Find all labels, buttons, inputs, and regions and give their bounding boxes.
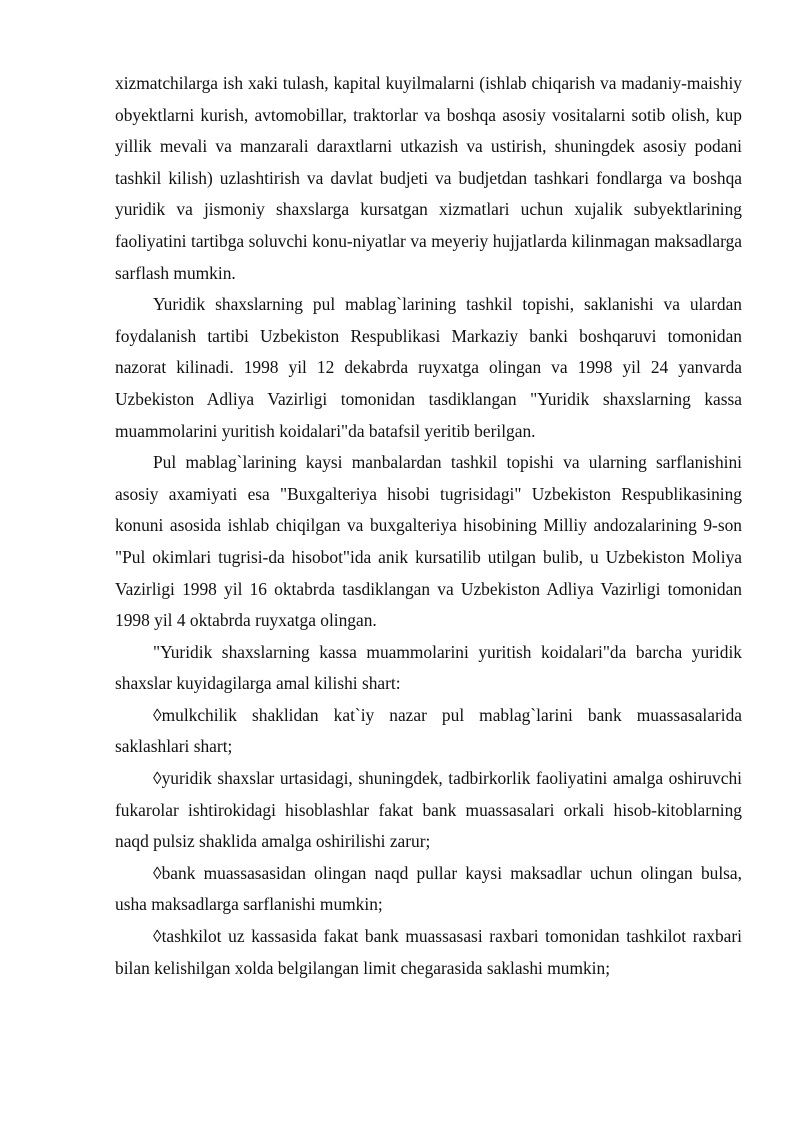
bullet-item [115, 700, 742, 763]
paragraph-rules-intro: "Yuridik shaxslarning kassa muammolarini yuritish koidalari"da barcha yuridik shaxslar kuyidagilarga amal kilishi shart: [115, 641, 742, 694]
bullet-text: tashkilot uz kassasida fakat bank muassasasi raxbari tomonidan tashkilot raxbari bilan kelishilgan xolda belgilangan limit chegarasida saklashi mumkin; [115, 926, 742, 978]
diamond-bullet-icon: ◊ [153, 768, 162, 789]
diamond-bullet-icon: ◊ [153, 862, 162, 883]
document-page [115, 68, 742, 984]
diamond-bullet-icon: ◊ [153, 926, 162, 947]
bullet-text: mulkchilik shaklidan kat`iy nazar pul mablag`larini bank muassasalarida saklashlari shart; [115, 704, 742, 757]
paragraph-accounting-law: Pul mablag`larining kaysi manbalardan tashkil topishi va ularning sarflanishini asosiy axamiyati esa "Buxgalteriya hisobi tugrisidagi" Uzbekiston Respublikasining konuni asosida ishlab chiqilgan va buxgalteriya hisobining Milliy andozalarining 9-son "Pul okimlari tugrisi-da hisobot"ida anik kursatilib utilgan bulib, u Uzbekiston Moliya Vazirligi 1998 yil 16 oktabrda tasdiklangan va Uzbekiston Adliya Vazirligi tomonidan 1998 yil 4 oktabrda ruyxatga olingan. [115, 452, 742, 631]
paragraph-funds-control: Yuridik shaxslarning pul mablag`larining tashkil topishi, saklanishi va ulardan foydalanish tartibi Uzbekiston Respublikasi Markaziy banki boshqaruvi tomonidan nazorat kilinadi. 1998 yil 12 dekabrda ruyxatga olingan va 1998 yil 24 yanvarda Uzbekiston Adliya Vazirligi tomonidan tasdiklangan "Yuridik shaxslarning kassa muammolarini yuritish koidalari"da batafsil yeritib berilgan. [115, 294, 742, 441]
bullet-item [115, 858, 742, 921]
bullet-text: yuridik shaxslar urtasidagi, shuningdek, tadbirkorlik faoliyatini amalga oshiruvchi fukarolar ishtirokidagi hisoblashlar fakat bank muassasalari orkali hisob-kitoblarning naqd pulsiz shaklida amalga oshirilishi zarur; [115, 768, 742, 852]
bullet-text: bank muassasasidan olingan naqd pullar kaysi maksadlar uchun olingan bulsa, usha maksadlarga sarflanishi mumkin; [115, 862, 742, 915]
bullet-item [115, 921, 742, 984]
diamond-bullet-icon: ◊ [153, 704, 162, 725]
bullet-item [115, 763, 742, 858]
paragraph-continuation: xizmatchilarga ish xaki tulash, kapital kuyilmalarni (ishlab chiqarish va madaniy-maishiy obyektlarni kurish, avtomobillar, traktorlar va boshqa asosiy vositalarni sotib olish, kup yillik mevali va manzarali daraxtlarni utkazish va ustirish, shuningdek asosiy podani tashkil kilish) uzlashtirish va davlat budjeti va budjetdan tashkari fondlarga va boshqa yuridik va jismoniy shaxslarga kursatgan xizmatlari uchun xujalik subyektlarining faoliyatini tartibga soluvchi konu-niyatlar va meyeriy hujjatlarda kilinmagan maksadlarga sarflash mumkin. [115, 73, 742, 283]
